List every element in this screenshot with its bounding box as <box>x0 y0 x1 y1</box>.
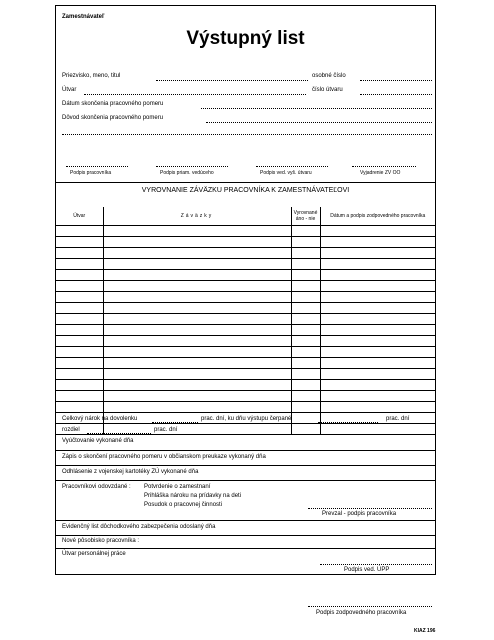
table-cell[interactable] <box>103 303 291 314</box>
exit-form <box>55 5 436 575</box>
end-date-label: Dátum skončenia pracovného pomeru <box>62 101 164 107</box>
received-signature-label: Prevzal - podpis pracovníka <box>322 511 397 517</box>
table-cell[interactable] <box>103 358 291 369</box>
table-cell[interactable] <box>320 292 435 303</box>
settlement-divider <box>56 182 435 183</box>
head-signature-label: Podpis ved. vyš. útvaru <box>260 170 312 176</box>
table-cell[interactable] <box>320 281 435 292</box>
table-cell[interactable] <box>291 237 320 248</box>
table-cell[interactable] <box>103 391 291 402</box>
table-cell[interactable] <box>320 303 435 314</box>
table-cell[interactable] <box>291 292 320 303</box>
table-row <box>56 303 435 314</box>
table-cell[interactable] <box>320 237 435 248</box>
table-row <box>56 358 435 369</box>
table-cell[interactable] <box>320 314 435 325</box>
col-settled: Vyrovnané áno - nie <box>291 207 320 226</box>
table-cell[interactable] <box>103 336 291 347</box>
table-cell[interactable] <box>320 380 435 391</box>
doc-employment-confirmation: Potvrdenie o zamestnaní <box>144 484 211 490</box>
hr-signature-line[interactable] <box>320 564 432 565</box>
table-cell[interactable] <box>291 325 320 336</box>
leave-total-field[interactable] <box>152 422 198 423</box>
hr-signature-label: Podpis ved. ÚPP <box>344 567 390 573</box>
leave-diff-unit: prac. dní <box>154 427 178 433</box>
department-number-field[interactable] <box>360 94 432 95</box>
table-cell[interactable] <box>291 413 320 424</box>
leave-used-label: prac. dní, ku dňu výstupu čerpané <box>201 416 292 422</box>
form-code: KIAZ 196 <box>414 628 436 634</box>
responsible-signature-line[interactable] <box>308 606 432 607</box>
table-row <box>56 325 435 336</box>
end-reason-label: Dôvod skončenia pracovného pomeru <box>62 115 164 121</box>
personal-number-label: osobné číslo <box>312 73 346 79</box>
leave-used-field[interactable] <box>318 422 378 423</box>
table-cell[interactable] <box>103 347 291 358</box>
table-cell[interactable] <box>291 347 320 358</box>
leave-total-label: Celkový nárok na dovolenku <box>62 416 138 422</box>
table-cell[interactable] <box>291 369 320 380</box>
leave-used-unit: prac. dní <box>386 416 410 422</box>
military-card-label: Odhlásenie z vojenskej kartotéky ZÚ vykonané dňa <box>62 469 199 475</box>
table-row <box>56 336 435 347</box>
name-label: Priezvisko, meno, titul <box>62 73 121 79</box>
doc-child-allowance: Prihláška nároku na prídavky na deti <box>144 493 242 499</box>
table-row <box>56 347 435 358</box>
personal-number-field[interactable] <box>360 80 432 81</box>
table-cell[interactable] <box>56 336 103 347</box>
table-row <box>56 391 435 402</box>
table-row <box>56 259 435 270</box>
table-cell[interactable] <box>320 325 435 336</box>
divider-civil <box>56 450 435 451</box>
table-cell[interactable] <box>56 314 103 325</box>
hr-dept-label: Útvar personálnej práce <box>62 551 126 557</box>
table-cell[interactable] <box>320 424 435 435</box>
table-cell[interactable] <box>103 248 291 259</box>
col-date-sign: Dátum a podpis zodpovedného pracovníka <box>320 207 435 226</box>
docs-handed-label: Pracovníkovi odovzdané : <box>62 484 131 490</box>
table-cell[interactable] <box>291 402 320 413</box>
table-cell[interactable] <box>56 292 103 303</box>
table-cell[interactable] <box>320 336 435 347</box>
col-department: Útvar <box>56 207 103 226</box>
table-cell[interactable] <box>56 358 103 369</box>
table-cell[interactable] <box>103 369 291 380</box>
manager-signature-label: Podpis priam. vedúceho <box>160 170 214 176</box>
divider-new-workplace <box>56 535 435 536</box>
form-title: Výstupný list <box>186 28 305 49</box>
leave-diff-label: rozdiel <box>62 427 80 433</box>
table-cell[interactable] <box>320 358 435 369</box>
table-cell[interactable] <box>320 391 435 402</box>
table-cell[interactable] <box>56 259 103 270</box>
col-obligations: Záväzky <box>103 207 291 226</box>
department-field[interactable] <box>84 94 306 95</box>
settlement-title: VYROVNANIE ZÁVÄZKU PRACOVNÍKA K ZAMESTNÁVATEĽOVI <box>141 187 350 194</box>
table-cell[interactable] <box>320 259 435 270</box>
statement-signature-label: Vyjadrenie ZV OO <box>360 170 401 176</box>
table-cell[interactable] <box>320 270 435 281</box>
table-cell[interactable] <box>291 358 320 369</box>
table-row <box>56 380 435 391</box>
table-cell[interactable] <box>291 336 320 347</box>
table-cell[interactable] <box>103 281 291 292</box>
doc-work-assessment: Posudok o pracovnej činnosti <box>144 502 223 508</box>
leave-diff-field[interactable] <box>87 433 151 434</box>
manager-signature-line[interactable] <box>156 166 228 167</box>
table-cell[interactable] <box>320 369 435 380</box>
table-cell[interactable] <box>291 226 320 237</box>
table-cell[interactable] <box>56 303 103 314</box>
table-cell[interactable] <box>320 226 435 237</box>
table-cell[interactable] <box>291 424 320 435</box>
end-date-field[interactable] <box>201 108 432 109</box>
table-cell[interactable] <box>103 259 291 270</box>
civil-record-label: Zápis o skončení pracovného pomeru v občianskom preukaze vykonaný dňa <box>62 454 266 460</box>
table-cell[interactable] <box>103 270 291 281</box>
table-row <box>56 314 435 325</box>
table-row <box>56 281 435 292</box>
table-cell[interactable] <box>103 314 291 325</box>
table-row <box>56 369 435 380</box>
table-cell[interactable] <box>56 281 103 292</box>
table-cell[interactable] <box>103 237 291 248</box>
divider-docs <box>56 480 435 481</box>
table-cell[interactable] <box>320 402 435 413</box>
table-cell[interactable] <box>103 380 291 391</box>
department-number-label: číslo útvaru <box>312 87 343 93</box>
table-row <box>56 292 435 303</box>
table-cell[interactable] <box>291 281 320 292</box>
table-cell[interactable] <box>103 226 291 237</box>
statement-signature-line[interactable] <box>352 166 416 167</box>
table-cell[interactable] <box>103 292 291 303</box>
table-row <box>56 248 435 259</box>
settlement-table <box>56 207 435 435</box>
table-cell[interactable] <box>56 402 103 413</box>
table-row <box>56 270 435 281</box>
divider-military <box>56 465 435 466</box>
table-cell[interactable] <box>56 325 103 336</box>
table-cell[interactable] <box>291 259 320 270</box>
name-field[interactable] <box>156 80 308 81</box>
table-cell[interactable] <box>291 391 320 402</box>
table-cell[interactable] <box>320 347 435 358</box>
table-cell[interactable] <box>291 380 320 391</box>
divider-pension <box>56 520 435 521</box>
table-cell[interactable] <box>56 270 103 281</box>
table-cell[interactable] <box>291 248 320 259</box>
table-cell[interactable] <box>103 402 291 413</box>
table-cell[interactable] <box>56 347 103 358</box>
settlement-table-header <box>56 207 435 226</box>
table-cell[interactable] <box>291 314 320 325</box>
employee-signature-line[interactable] <box>66 166 128 167</box>
table-cell[interactable] <box>56 248 103 259</box>
pension-record-label: Evidenčný list dôchodkového zabezpečenia odoslaný dňa <box>62 524 216 530</box>
settlement-done-label: Vyúčtovanie vykonané dňa <box>62 438 134 444</box>
table-cell[interactable] <box>56 237 103 248</box>
table-cell[interactable] <box>103 325 291 336</box>
table-cell[interactable] <box>291 270 320 281</box>
table-row <box>56 237 435 248</box>
divider-hr <box>56 548 435 549</box>
new-workplace-label: Nové pôsobisko pracovníka : <box>62 538 140 544</box>
responsible-signature-label: Podpis zodpovedného pracovníka <box>316 610 407 616</box>
employee-signature-label: Podpis pracovníka <box>70 170 112 176</box>
end-reason-field-2[interactable] <box>62 134 432 135</box>
received-signature-line[interactable] <box>308 508 432 509</box>
employer-label: Zamestnávateľ <box>62 14 105 20</box>
table-row <box>56 226 435 237</box>
department-label: Útvar <box>62 87 77 93</box>
head-signature-line[interactable] <box>256 166 328 167</box>
table-cell[interactable] <box>56 226 103 237</box>
table-cell[interactable] <box>291 303 320 314</box>
table-cell[interactable] <box>56 391 103 402</box>
table-row <box>56 402 435 413</box>
table-cell[interactable] <box>320 248 435 259</box>
end-reason-field[interactable] <box>206 122 432 123</box>
table-cell[interactable] <box>56 380 103 391</box>
table-cell[interactable] <box>56 369 103 380</box>
